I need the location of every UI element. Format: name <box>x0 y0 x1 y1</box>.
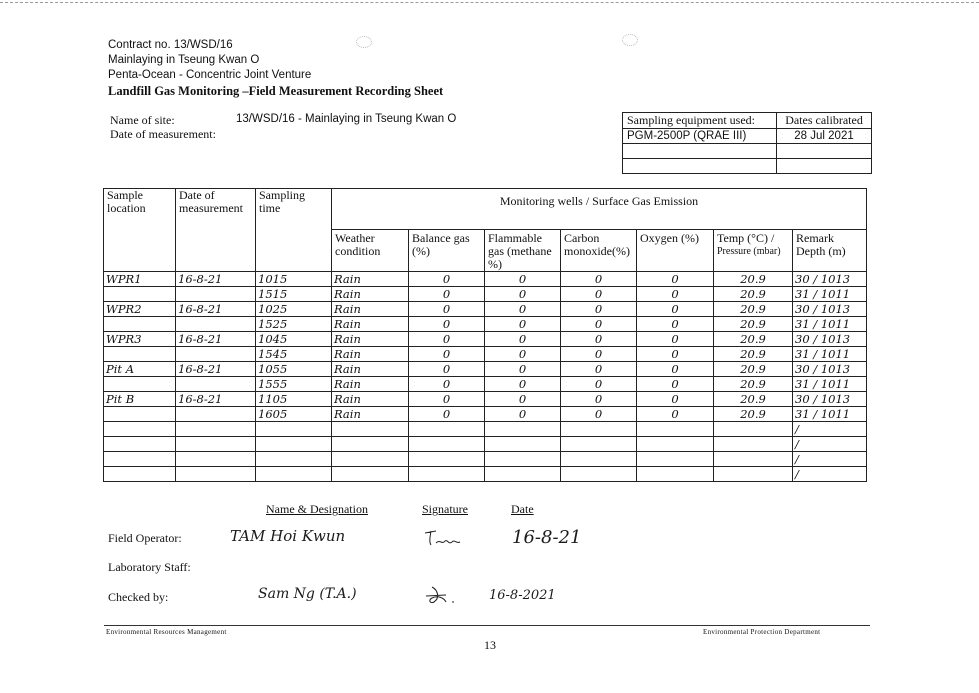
cell-oxygen: 0 <box>637 392 714 407</box>
field-operator-date: 16-8-21 <box>512 527 582 548</box>
footer-left: Environmental Resources Management <box>106 628 227 636</box>
checked-by-name: Sam Ng (T.A.) <box>258 586 357 602</box>
cell-weather: Rain <box>332 302 409 317</box>
cell-sample-location <box>104 317 176 332</box>
cell-date <box>176 452 256 467</box>
cell-remark-depth: 30 / 1013 <box>793 302 867 317</box>
cell-weather: Rain <box>332 407 409 422</box>
cell-oxygen: 0 <box>637 347 714 362</box>
table-row <box>104 467 867 482</box>
project-name: Mainlaying in Tseung Kwan O <box>108 54 260 66</box>
cell-balance-gas: 0 <box>409 392 485 407</box>
checked-by-signature <box>424 582 466 608</box>
cell-remark-depth: 30 / 1013 <box>793 332 867 347</box>
col-oxygen: Oxygen (%) <box>637 230 714 272</box>
cell-balance-gas: 0 <box>409 407 485 422</box>
cell-sampling-time: 1045 <box>256 332 332 347</box>
cell-temp-pressure <box>714 437 793 452</box>
cell-sampling-time: 1605 <box>256 407 332 422</box>
cell-date: 16-8-21 <box>176 272 256 287</box>
cell-balance-gas: 0 <box>409 377 485 392</box>
table-row <box>104 452 867 467</box>
cell-carbon-monoxide: 0 <box>561 287 637 302</box>
cell-balance-gas: 0 <box>409 317 485 332</box>
cell-carbon-monoxide <box>561 467 637 482</box>
cell-sampling-time: 1025 <box>256 302 332 317</box>
cell-oxygen <box>637 437 714 452</box>
field-operator-name: TAM Hoi Kwun <box>230 527 346 545</box>
cell-temp-pressure <box>714 467 793 482</box>
cell-carbon-monoxide: 0 <box>561 362 637 377</box>
scan-mark <box>356 36 372 48</box>
cell-sample-location <box>104 377 176 392</box>
measurement-rows <box>104 272 867 482</box>
cell-date: 16-8-21 <box>176 362 256 377</box>
cell-carbon-monoxide: 0 <box>561 407 637 422</box>
col-carbon-monoxide: Carbon monoxide(%) <box>561 230 637 272</box>
cell-temp-pressure: 20.9 <box>714 362 793 377</box>
cell-sample-location: WPR3 <box>104 332 176 347</box>
laboratory-staff-label: Laboratory Staff: <box>108 560 191 574</box>
footer-right: Environmental Protection Department <box>703 628 821 636</box>
table-row <box>104 317 867 332</box>
col-balance-gas: Balance gas (%) <box>409 230 485 272</box>
col-flammable-gas: Flammable gas (methane %) <box>485 230 561 272</box>
cell-temp-pressure: 20.9 <box>714 392 793 407</box>
cell-temp-pressure: 20.9 <box>714 332 793 347</box>
cell-sampling-time: 1545 <box>256 347 332 362</box>
cell-balance-gas: 0 <box>409 362 485 377</box>
cell-remark-depth: 30 / 1013 <box>793 272 867 287</box>
cell-remark-depth: / <box>793 467 867 482</box>
cell-date: 16-8-21 <box>176 302 256 317</box>
cell-oxygen <box>637 452 714 467</box>
cell-flammable-gas: 0 <box>485 347 561 362</box>
cell-weather <box>332 437 409 452</box>
cell-sample-location <box>104 437 176 452</box>
cell-sampling-time <box>256 437 332 452</box>
cell-sample-location: WPR1 <box>104 272 176 287</box>
cell-temp-pressure: 20.9 <box>714 407 793 422</box>
cell-weather: Rain <box>332 317 409 332</box>
cell-temp-pressure: 20.9 <box>714 287 793 302</box>
cell-carbon-monoxide <box>561 422 637 437</box>
col-sampling-time: Sampling time <box>256 189 332 272</box>
site-name-value: 13/WSD/16 - Mainlaying in Tseung Kwan O <box>236 113 457 125</box>
cell-temp-pressure: 20.9 <box>714 302 793 317</box>
cell-weather: Rain <box>332 332 409 347</box>
cell-oxygen: 0 <box>637 317 714 332</box>
table-row <box>104 347 867 362</box>
cell-balance-gas: 0 <box>409 302 485 317</box>
cell-flammable-gas: 0 <box>485 362 561 377</box>
cell-sample-location: WPR2 <box>104 302 176 317</box>
cell-oxygen <box>637 467 714 482</box>
cell-carbon-monoxide: 0 <box>561 302 637 317</box>
equipment-header: Sampling equipment used: <box>623 113 777 129</box>
cell-sample-location: Pit B <box>104 392 176 407</box>
cell-flammable-gas: 0 <box>485 317 561 332</box>
cell-flammable-gas: 0 <box>485 287 561 302</box>
cell-flammable-gas: 0 <box>485 332 561 347</box>
cell-weather <box>332 452 409 467</box>
cell-remark-depth: 31 / 1011 <box>793 377 867 392</box>
cell-sample-location <box>104 467 176 482</box>
cell-carbon-monoxide <box>561 452 637 467</box>
cell-temp-pressure: 20.9 <box>714 272 793 287</box>
cell-balance-gas: 0 <box>409 347 485 362</box>
cell-sampling-time: 1015 <box>256 272 332 287</box>
cell-weather: Rain <box>332 347 409 362</box>
table-row <box>104 422 867 437</box>
cell-carbon-monoxide: 0 <box>561 332 637 347</box>
cell-balance-gas <box>409 437 485 452</box>
cell-oxygen: 0 <box>637 302 714 317</box>
page-number: 13 <box>484 638 496 652</box>
cell-temp-pressure <box>714 452 793 467</box>
col-temp-pressure <box>714 230 793 272</box>
cell-oxygen: 0 <box>637 362 714 377</box>
cell-flammable-gas: 0 <box>485 272 561 287</box>
equipment-cell <box>623 159 777 174</box>
cell-sample-location <box>104 452 176 467</box>
col-temp-label: Temp (°C) / <box>717 231 775 245</box>
cell-date <box>176 422 256 437</box>
cell-oxygen <box>637 422 714 437</box>
cell-balance-gas <box>409 467 485 482</box>
table-row <box>104 287 867 302</box>
col-pressure-label: Pressure (mbar) <box>717 246 781 257</box>
cell-date: 16-8-21 <box>176 392 256 407</box>
cell-oxygen: 0 <box>637 332 714 347</box>
cell-weather: Rain <box>332 362 409 377</box>
cell-flammable-gas: 0 <box>485 407 561 422</box>
cell-sampling-time: 1525 <box>256 317 332 332</box>
contract-number: Contract no. 13/WSD/16 <box>108 39 233 51</box>
checked-by-date: 16-8-2021 <box>489 588 556 603</box>
cell-temp-pressure: 20.9 <box>714 317 793 332</box>
calibration-date-cell: 28 Jul 2021 <box>777 129 872 144</box>
cell-date <box>176 347 256 362</box>
cell-flammable-gas <box>485 467 561 482</box>
cell-carbon-monoxide: 0 <box>561 347 637 362</box>
cell-remark-depth: / <box>793 437 867 452</box>
cell-oxygen: 0 <box>637 377 714 392</box>
col-date-of-measurement: Date of measurement <box>176 189 256 272</box>
cell-date: 16-8-21 <box>176 332 256 347</box>
cell-sample-location <box>104 407 176 422</box>
scan-edge-line <box>0 2 979 3</box>
cell-sample-location <box>104 347 176 362</box>
cell-weather: Rain <box>332 392 409 407</box>
col-sample-location: Sample location <box>104 189 176 272</box>
cell-temp-pressure: 20.9 <box>714 377 793 392</box>
cell-date <box>176 437 256 452</box>
contractor-name: Penta-Ocean - Concentric Joint Venture <box>108 69 312 81</box>
calibration-date-cell <box>777 144 872 159</box>
cell-date <box>176 377 256 392</box>
cell-flammable-gas <box>485 452 561 467</box>
cell-date <box>176 407 256 422</box>
cell-sampling-time: 1055 <box>256 362 332 377</box>
cell-remark-depth: 31 / 1011 <box>793 407 867 422</box>
cell-carbon-monoxide: 0 <box>561 392 637 407</box>
cell-temp-pressure: 20.9 <box>714 347 793 362</box>
cell-balance-gas <box>409 452 485 467</box>
cell-sample-location <box>104 287 176 302</box>
cell-balance-gas: 0 <box>409 332 485 347</box>
cell-balance-gas <box>409 422 485 437</box>
table-row <box>104 302 867 317</box>
cell-sampling-time: 1515 <box>256 287 332 302</box>
col-weather: Weather condition <box>332 230 409 272</box>
equipment-cell <box>623 144 777 159</box>
cell-remark-depth: 31 / 1011 <box>793 347 867 362</box>
table-row <box>104 377 867 392</box>
cell-carbon-monoxide: 0 <box>561 377 637 392</box>
table-row <box>104 272 867 287</box>
cell-remark-depth: / <box>793 452 867 467</box>
cell-remark-depth: 30 / 1013 <box>793 362 867 377</box>
table-row <box>104 362 867 377</box>
cell-flammable-gas: 0 <box>485 302 561 317</box>
cell-carbon-monoxide: 0 <box>561 272 637 287</box>
cell-weather <box>332 422 409 437</box>
cell-remark-depth: / <box>793 422 867 437</box>
cell-weather: Rain <box>332 287 409 302</box>
cell-carbon-monoxide <box>561 437 637 452</box>
cell-sampling-time <box>256 422 332 437</box>
date-header: Date <box>511 502 534 516</box>
cell-oxygen: 0 <box>637 272 714 287</box>
cell-weather: Rain <box>332 377 409 392</box>
cell-oxygen: 0 <box>637 287 714 302</box>
measurement-date-label: Date of measurement: <box>110 127 216 141</box>
site-name-label: Name of site: <box>110 113 175 127</box>
cell-date <box>176 287 256 302</box>
cell-sample-location: Pit A <box>104 362 176 377</box>
cell-balance-gas: 0 <box>409 272 485 287</box>
sheet-title: Landfill Gas Monitoring –Field Measurement Recording Sheet <box>108 84 444 98</box>
signature-header: Signature <box>422 502 468 516</box>
cell-sampling-time <box>256 467 332 482</box>
cell-sampling-time: 1555 <box>256 377 332 392</box>
table-row <box>104 407 867 422</box>
checked-by-label: Checked by: <box>108 590 169 604</box>
cell-weather <box>332 467 409 482</box>
cell-date <box>176 317 256 332</box>
scan-mark <box>622 34 638 46</box>
cell-remark-depth: 31 / 1011 <box>793 287 867 302</box>
cell-flammable-gas <box>485 422 561 437</box>
cell-flammable-gas: 0 <box>485 377 561 392</box>
table-row <box>104 332 867 347</box>
cell-balance-gas: 0 <box>409 287 485 302</box>
table-row <box>104 437 867 452</box>
cell-sampling-time: 1105 <box>256 392 332 407</box>
measurement-table <box>103 188 867 482</box>
name-designation-header: Name & Designation <box>266 502 368 516</box>
field-operator-label: Field Operator: <box>108 531 182 545</box>
cell-temp-pressure <box>714 422 793 437</box>
equipment-cell: PGM-2500P (QRAE III) <box>623 129 777 144</box>
cell-remark-depth: 31 / 1011 <box>793 317 867 332</box>
col-remark-depth: Remark Depth (m) <box>793 230 867 272</box>
cell-weather: Rain <box>332 272 409 287</box>
cell-flammable-gas <box>485 437 561 452</box>
cell-date <box>176 467 256 482</box>
table-row <box>104 392 867 407</box>
footer-rule <box>104 625 870 626</box>
equipment-table <box>622 112 872 174</box>
cell-remark-depth: 30 / 1013 <box>793 392 867 407</box>
calibration-header: Dates calibrated <box>777 113 872 129</box>
cell-carbon-monoxide: 0 <box>561 317 637 332</box>
cell-sample-location <box>104 422 176 437</box>
cell-flammable-gas: 0 <box>485 392 561 407</box>
calibration-date-cell <box>777 159 872 174</box>
cell-sampling-time <box>256 452 332 467</box>
cell-oxygen: 0 <box>637 407 714 422</box>
field-operator-signature <box>422 527 462 549</box>
col-group-monitoring-wells: Monitoring wells / Surface Gas Emission <box>332 189 867 230</box>
